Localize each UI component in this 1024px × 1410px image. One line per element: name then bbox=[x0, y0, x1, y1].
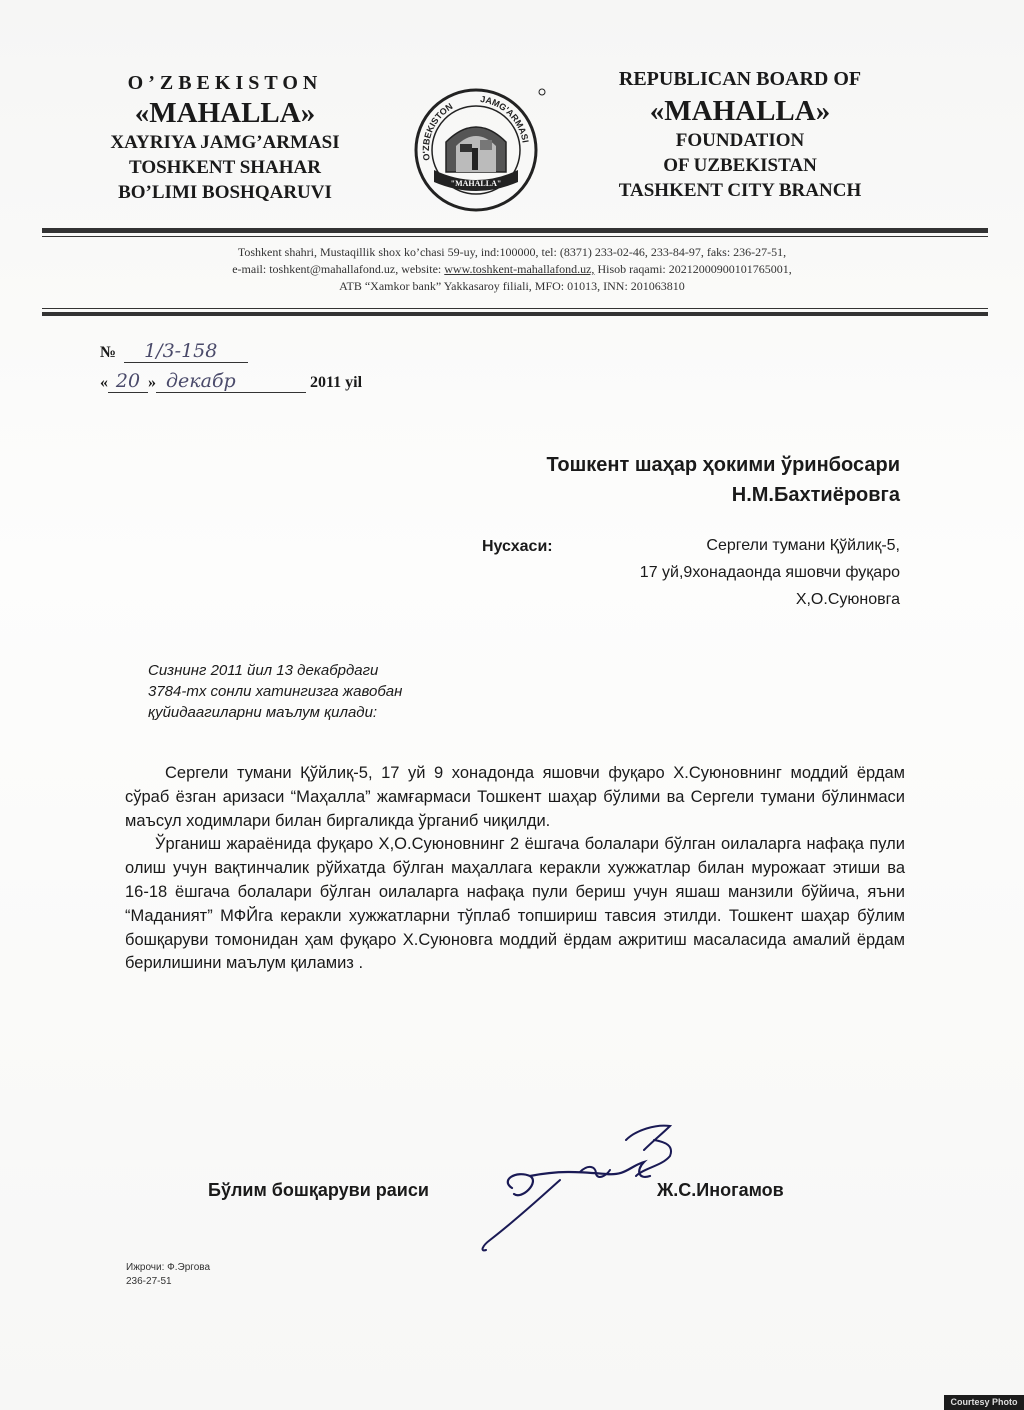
letterhead-right-line: «MAHALLA» bbox=[649, 95, 831, 127]
contact-block bbox=[0, 244, 1024, 295]
addressee-name: Н.М.Бахтиёровга bbox=[731, 484, 900, 506]
handwritten-day: 20 bbox=[115, 370, 141, 392]
copy-line: Х,О.Суюновга bbox=[795, 591, 900, 608]
date-month-field bbox=[156, 370, 306, 393]
body-paragraph: Ўрганиш жараёнида фуқаро Х,О.Суюновнинг 2 ёшгача болалари бўлган оилаларга нафақа пули олиш учун вақтинчалик рўйхатда бўлган маҳаллага керакли хужжатлар билан мурожаат этиши ва 16-18 ёшгача болалари бўлган оилаларга нафақа пули бериш учун яшаш манзили бўйича, яъни “Маданият” МФЙга керакли хужжатларни тўплаб топшириш тавсия этилди. Тошкент шаҳар бўлим бошқаруви томонидан ҳам фуқаро Х.Суюновга моддий ёрдам ажритиш масаласида амалий ёрдам берилишини маълум қиламиз . bbox=[125, 835, 905, 973]
contacts-divider bbox=[42, 312, 988, 316]
reference-date bbox=[100, 370, 362, 393]
reference-note-line: 3784-тх сонли хатингизга жавобан bbox=[148, 683, 403, 700]
executor-name: Ижрочи: Ф.Эргова bbox=[126, 1262, 211, 1273]
letter-body bbox=[125, 762, 905, 976]
letterhead-left-line: «MAHALLA» bbox=[134, 97, 316, 129]
reference-note-line: қуйидаагиларни маълум қилади: bbox=[148, 704, 378, 721]
copy-label: Нусхаси: bbox=[482, 538, 553, 555]
emblem-text-left: O'ZBEKISTON bbox=[420, 101, 455, 162]
contact-account: Hisob raqami: 20212000900101765001, bbox=[597, 262, 792, 276]
letterhead-left-line: O’ZBEKISTON bbox=[127, 72, 323, 94]
reference-note bbox=[148, 660, 402, 723]
number-sign: № bbox=[100, 344, 117, 361]
letterhead-right bbox=[580, 68, 900, 203]
reference-note-line: Сизнинг 2011 йил 13 декабрдаги bbox=[148, 662, 379, 679]
date-quote-close: » bbox=[148, 374, 156, 391]
letterhead-right-line: OF UZBEKISTAN bbox=[663, 155, 817, 176]
date-year: 2011 yil bbox=[310, 374, 363, 391]
contact-bank: ATB “Xamkor bank” Yakkasaroy filiali, MFO: 01013, INN: 201063810 bbox=[339, 279, 685, 293]
letterhead-left bbox=[60, 72, 390, 205]
letterhead-right-line: REPUBLICAN BOARD OF bbox=[618, 68, 862, 90]
addressee-block bbox=[546, 450, 900, 510]
executor-phone: 236-27-51 bbox=[126, 1276, 172, 1287]
handwritten-number: 1/3-158 bbox=[144, 340, 218, 362]
date-quote-open: « bbox=[100, 374, 108, 391]
contact-email: e-mail: toshkent@mahallafond.uz, bbox=[232, 262, 399, 276]
mahalla-emblem-logo bbox=[400, 82, 552, 212]
body-paragraph: Сергели тумани Қўйлиқ-5, 17 уй 9 хонадонда яшовчи фуқаро Х.Суюновнинг моддий ёрдам сўраб ёзган аризаси “Маҳалла” жамғармаси Тошкент шаҳар бўлими ва Сергели тумани бўлинмаси маъсул ходимлари билан биргаликда ўрганиб чиқилди. bbox=[125, 764, 905, 830]
emblem-banner: "MAHALLA" bbox=[450, 179, 502, 188]
addressee-title: Тошкент шаҳар ҳокими ўринбосари bbox=[546, 454, 900, 476]
letterhead-left-line: TOSHKENT SHAHAR bbox=[129, 157, 321, 178]
contact-address: Toshkent shahri, Mustaqillik shox ko’chasi 59-uy, ind:100000, tel: (8371) 233-02-46, 233-84-97, faks: 236-27-51, bbox=[237, 245, 787, 259]
contacts-divider-thin bbox=[42, 308, 988, 309]
handwritten-month: декабр bbox=[166, 370, 236, 392]
copy-line: Сергели тумани Қўйлиқ-5, bbox=[706, 537, 900, 554]
executor-note bbox=[126, 1261, 210, 1289]
photo-credit: Courtesy Photo bbox=[944, 1395, 1024, 1410]
letterhead-right-line: TASHKENT CITY BRANCH bbox=[618, 180, 862, 201]
letterhead-right-line: FOUNDATION bbox=[675, 130, 805, 151]
header-divider-thin bbox=[42, 236, 988, 237]
header-divider bbox=[42, 228, 988, 233]
letterhead-left-line: XAYRIYA JAMG’ARMASI bbox=[110, 132, 340, 153]
signatory-position: Бўлим бошқаруви раиси bbox=[208, 1180, 429, 1200]
contact-website-label: website: bbox=[401, 262, 442, 276]
number-field bbox=[124, 340, 248, 363]
copy-line: 17 уй,9хонадаонда яшовчи фуқаро bbox=[639, 564, 900, 581]
contact-line-2 bbox=[0, 261, 1024, 278]
emblem-text-right: JAMG'ARMASI bbox=[479, 94, 531, 144]
letterhead-left-line: BO’LIMI BOSHQARUVI bbox=[118, 182, 332, 203]
date-day-field bbox=[108, 370, 148, 393]
contact-website-link[interactable]: www.toshkent-mahallafond.uz, bbox=[444, 262, 595, 276]
signatory-name: Ж.С.Иногамов bbox=[657, 1180, 784, 1200]
copy-recipient bbox=[640, 532, 900, 613]
reference-number bbox=[100, 340, 248, 363]
